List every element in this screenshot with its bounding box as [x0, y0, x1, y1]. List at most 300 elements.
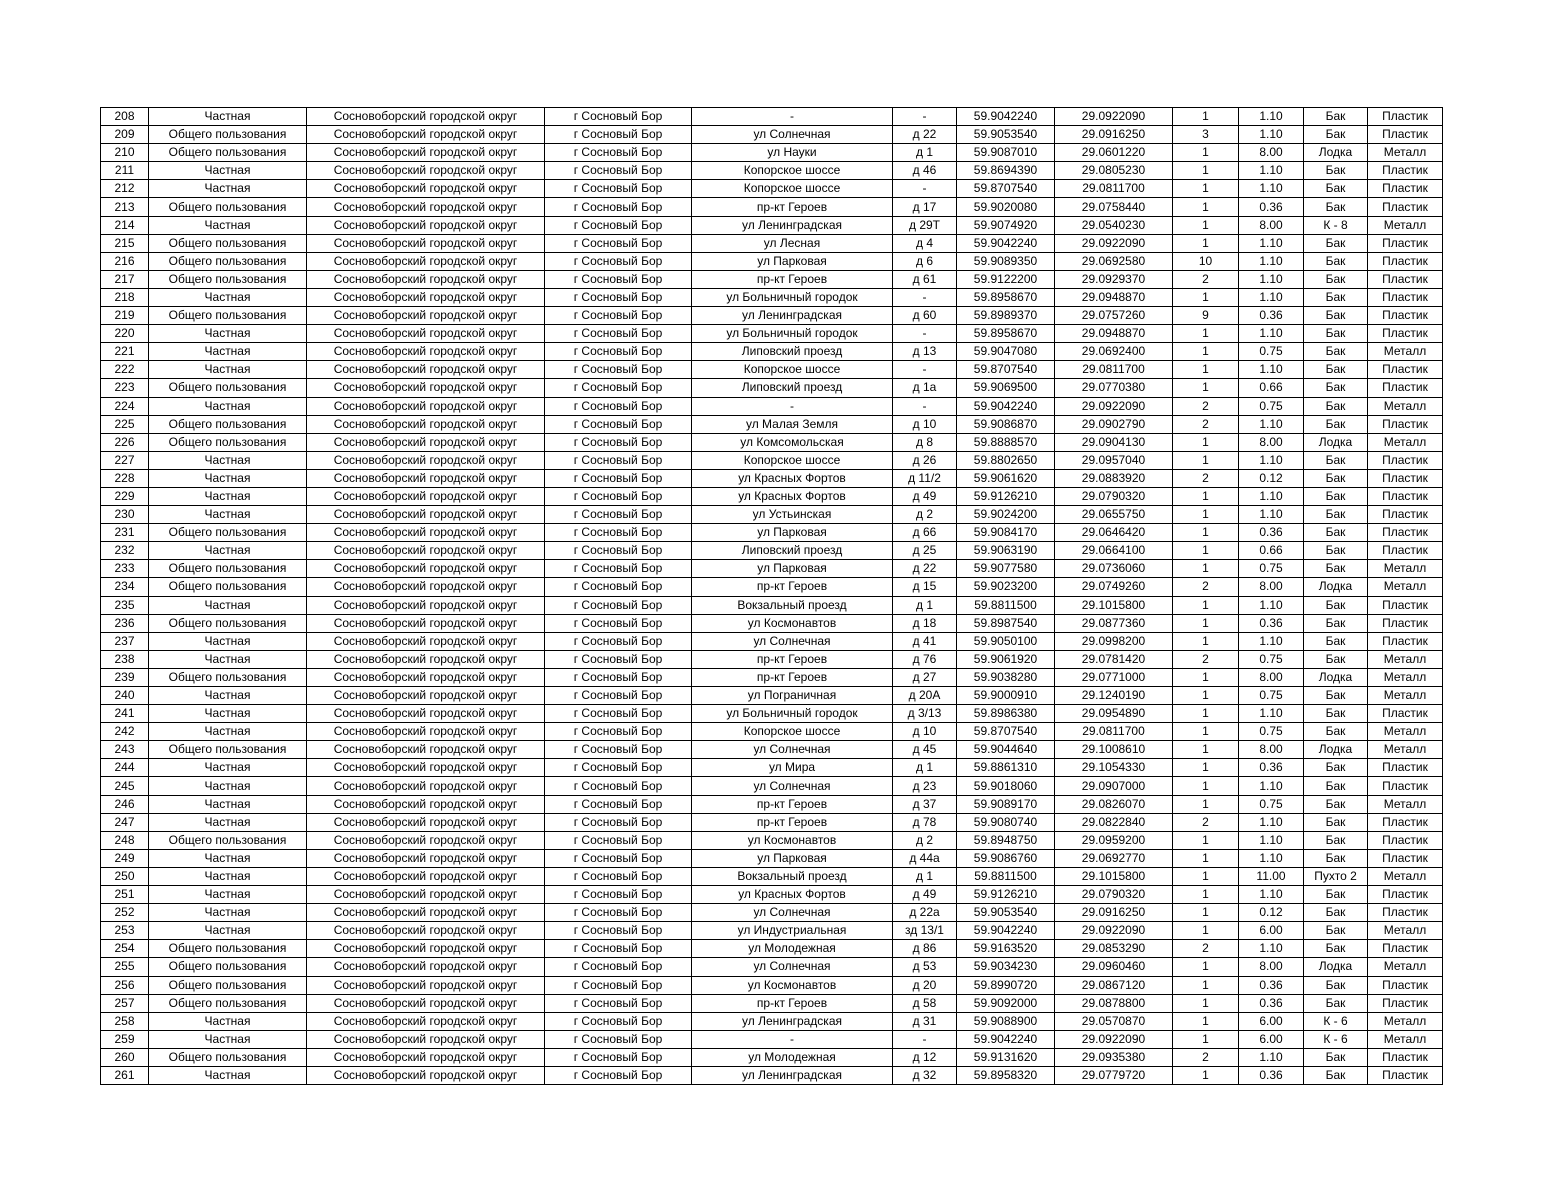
row-number-cell: 225: [101, 415, 149, 433]
municipality-cell: Сосновоборский городской округ: [307, 451, 545, 469]
latitude-cell: 59.9047080: [957, 343, 1055, 361]
longitude-cell: 29.0959200: [1055, 831, 1173, 849]
street-cell: ул Ленинградская: [692, 1066, 893, 1084]
table-row: [101, 343, 1443, 361]
table-row: [101, 922, 1443, 940]
table-row: [101, 397, 1443, 415]
volume-cell: 8.00: [1239, 144, 1304, 162]
container-type-cell: Бак: [1304, 108, 1368, 126]
table-row: [101, 741, 1443, 759]
container-count-cell: 1: [1173, 144, 1239, 162]
volume-cell: 0.66: [1239, 379, 1304, 397]
ownership-type-cell: Частная: [149, 361, 307, 379]
table-row: [101, 813, 1443, 831]
material-cell: Пластик: [1368, 198, 1443, 216]
table-row: [101, 705, 1443, 723]
table-row: [101, 777, 1443, 795]
settlement-cell: г Сосновый Бор: [545, 216, 692, 234]
material-cell: Металл: [1368, 867, 1443, 885]
container-type-cell: Бак: [1304, 325, 1368, 343]
house-cell: д 17: [893, 198, 957, 216]
ownership-type-cell: Общего пользования: [149, 1048, 307, 1066]
municipality-cell: Сосновоборский городской округ: [307, 867, 545, 885]
settlement-cell: г Сосновый Бор: [545, 379, 692, 397]
container-count-cell: 1: [1173, 216, 1239, 234]
row-number-cell: 240: [101, 687, 149, 705]
material-cell: Металл: [1368, 687, 1443, 705]
longitude-cell: 29.0916250: [1055, 904, 1173, 922]
municipality-cell: Сосновоборский городской округ: [307, 506, 545, 524]
settlement-cell: г Сосновый Бор: [545, 270, 692, 288]
container-count-cell: 1: [1173, 777, 1239, 795]
table-row: [101, 307, 1443, 325]
material-cell: Пластик: [1368, 1066, 1443, 1084]
container-count-cell: 1: [1173, 994, 1239, 1012]
street-cell: ул Солнечная: [692, 741, 893, 759]
longitude-cell: 29.0601220: [1055, 144, 1173, 162]
ownership-type-cell: Общего пользования: [149, 831, 307, 849]
material-cell: Пластик: [1368, 234, 1443, 252]
municipality-cell: Сосновоборский городской округ: [307, 379, 545, 397]
container-count-cell: 2: [1173, 1048, 1239, 1066]
container-count-cell: 1: [1173, 596, 1239, 614]
settlement-cell: г Сосновый Бор: [545, 958, 692, 976]
container-type-cell: Лодка: [1304, 958, 1368, 976]
table-row: [101, 252, 1443, 270]
street-cell: ул Парковая: [692, 252, 893, 270]
municipality-cell: Сосновоборский городской округ: [307, 994, 545, 1012]
material-cell: Пластик: [1368, 904, 1443, 922]
ownership-type-cell: Частная: [149, 1012, 307, 1030]
table-row: [101, 831, 1443, 849]
municipality-cell: Сосновоборский городской округ: [307, 668, 545, 686]
material-cell: Пластик: [1368, 270, 1443, 288]
longitude-cell: 29.1008610: [1055, 741, 1173, 759]
ownership-type-cell: Общего пользования: [149, 126, 307, 144]
volume-cell: 0.75: [1239, 560, 1304, 578]
row-number-cell: 222: [101, 361, 149, 379]
material-cell: Пластик: [1368, 705, 1443, 723]
container-count-cell: 10: [1173, 252, 1239, 270]
volume-cell: 0.36: [1239, 759, 1304, 777]
table-row: [101, 288, 1443, 306]
latitude-cell: 59.9000910: [957, 687, 1055, 705]
material-cell: Пластик: [1368, 180, 1443, 198]
table-row: [101, 849, 1443, 867]
volume-cell: 6.00: [1239, 1030, 1304, 1048]
table-row: [101, 886, 1443, 904]
material-cell: Пластик: [1368, 614, 1443, 632]
settlement-cell: г Сосновый Бор: [545, 361, 692, 379]
row-number-cell: 252: [101, 904, 149, 922]
longitude-cell: 29.0922090: [1055, 397, 1173, 415]
material-cell: Металл: [1368, 216, 1443, 234]
row-number-cell: 213: [101, 198, 149, 216]
house-cell: -: [893, 325, 957, 343]
street-cell: ул Солнечная: [692, 904, 893, 922]
street-cell: пр-кт Героев: [692, 668, 893, 686]
latitude-cell: 59.9126210: [957, 886, 1055, 904]
table-row: [101, 650, 1443, 668]
container-count-cell: 1: [1173, 560, 1239, 578]
longitude-cell: 29.0811700: [1055, 361, 1173, 379]
container-count-cell: 1: [1173, 180, 1239, 198]
volume-cell: 1.10: [1239, 180, 1304, 198]
municipality-cell: Сосновоборский городской округ: [307, 487, 545, 505]
volume-cell: 1.10: [1239, 813, 1304, 831]
material-cell: Пластик: [1368, 361, 1443, 379]
latitude-cell: 59.9131620: [957, 1048, 1055, 1066]
latitude-cell: 59.9018060: [957, 777, 1055, 795]
house-cell: д 1: [893, 596, 957, 614]
longitude-cell: 29.0916250: [1055, 126, 1173, 144]
municipality-cell: Сосновоборский городской округ: [307, 759, 545, 777]
street-cell: Копорское шоссе: [692, 162, 893, 180]
street-cell: ул Больничный городок: [692, 325, 893, 343]
house-cell: д 6: [893, 252, 957, 270]
house-cell: -: [893, 180, 957, 198]
row-number-cell: 217: [101, 270, 149, 288]
municipality-cell: Сосновоборский городской округ: [307, 433, 545, 451]
container-type-cell: Бак: [1304, 343, 1368, 361]
container-type-cell: Бак: [1304, 904, 1368, 922]
ownership-type-cell: Общего пользования: [149, 234, 307, 252]
container-count-cell: 1: [1173, 886, 1239, 904]
latitude-cell: 59.9080740: [957, 813, 1055, 831]
container-type-cell: Бак: [1304, 705, 1368, 723]
volume-cell: 6.00: [1239, 1012, 1304, 1030]
container-type-cell: Лодка: [1304, 433, 1368, 451]
street-cell: пр-кт Героев: [692, 198, 893, 216]
container-type-cell: К - 8: [1304, 216, 1368, 234]
latitude-cell: 59.9074920: [957, 216, 1055, 234]
table-row: [101, 632, 1443, 650]
ownership-type-cell: Частная: [149, 469, 307, 487]
longitude-cell: 29.1015800: [1055, 596, 1173, 614]
latitude-cell: 59.9042240: [957, 234, 1055, 252]
row-number-cell: 219: [101, 307, 149, 325]
house-cell: д 10: [893, 415, 957, 433]
row-number-cell: 228: [101, 469, 149, 487]
house-cell: д 49: [893, 886, 957, 904]
container-count-cell: 1: [1173, 958, 1239, 976]
ownership-type-cell: Частная: [149, 813, 307, 831]
latitude-cell: 59.8707540: [957, 361, 1055, 379]
municipality-cell: Сосновоборский городской округ: [307, 1066, 545, 1084]
container-count-cell: 2: [1173, 940, 1239, 958]
street-cell: пр-кт Героев: [692, 795, 893, 813]
ownership-type-cell: Частная: [149, 687, 307, 705]
volume-cell: 1.10: [1239, 234, 1304, 252]
latitude-cell: 59.8986380: [957, 705, 1055, 723]
latitude-cell: 59.9087010: [957, 144, 1055, 162]
table-row: [101, 1012, 1443, 1030]
material-cell: Пластик: [1368, 777, 1443, 795]
settlement-cell: г Сосновый Бор: [545, 994, 692, 1012]
container-type-cell: Бак: [1304, 487, 1368, 505]
ownership-type-cell: Частная: [149, 325, 307, 343]
container-type-cell: Бак: [1304, 415, 1368, 433]
street-cell: ул Солнечная: [692, 126, 893, 144]
longitude-cell: 29.0692580: [1055, 252, 1173, 270]
material-cell: Металл: [1368, 560, 1443, 578]
table-row: [101, 759, 1443, 777]
container-count-cell: 1: [1173, 506, 1239, 524]
latitude-cell: 59.8802650: [957, 451, 1055, 469]
settlement-cell: г Сосновый Бор: [545, 1012, 692, 1030]
settlement-cell: г Сосновый Бор: [545, 307, 692, 325]
ownership-type-cell: Общего пользования: [149, 379, 307, 397]
row-number-cell: 243: [101, 741, 149, 759]
house-cell: -: [893, 108, 957, 126]
street-cell: -: [692, 108, 893, 126]
latitude-cell: 59.9034230: [957, 958, 1055, 976]
container-count-cell: 1: [1173, 705, 1239, 723]
municipality-cell: Сосновоборский городской округ: [307, 252, 545, 270]
table-row: [101, 940, 1443, 958]
material-cell: Пластик: [1368, 759, 1443, 777]
volume-cell: 0.36: [1239, 976, 1304, 994]
table-row: [101, 668, 1443, 686]
street-cell: Вокзальный проезд: [692, 867, 893, 885]
settlement-cell: г Сосновый Бор: [545, 144, 692, 162]
container-count-cell: 1: [1173, 433, 1239, 451]
volume-cell: 1.10: [1239, 777, 1304, 795]
volume-cell: 0.75: [1239, 650, 1304, 668]
street-cell: Вокзальный проезд: [692, 596, 893, 614]
longitude-cell: 29.0781420: [1055, 650, 1173, 668]
longitude-cell: 29.0922090: [1055, 922, 1173, 940]
house-cell: д 18: [893, 614, 957, 632]
municipality-cell: Сосновоборский городской округ: [307, 469, 545, 487]
house-cell: д 10: [893, 723, 957, 741]
latitude-cell: 59.8811500: [957, 596, 1055, 614]
container-count-cell: 2: [1173, 270, 1239, 288]
longitude-cell: 29.1015800: [1055, 867, 1173, 885]
settlement-cell: г Сосновый Бор: [545, 831, 692, 849]
row-number-cell: 214: [101, 216, 149, 234]
container-type-cell: Бак: [1304, 723, 1368, 741]
container-type-cell: Лодка: [1304, 668, 1368, 686]
container-count-cell: 1: [1173, 687, 1239, 705]
table-row: [101, 867, 1443, 885]
container-type-cell: Бак: [1304, 596, 1368, 614]
volume-cell: 1.10: [1239, 451, 1304, 469]
row-number-cell: 256: [101, 976, 149, 994]
row-number-cell: 238: [101, 650, 149, 668]
settlement-cell: г Сосновый Бор: [545, 469, 692, 487]
volume-cell: 1.10: [1239, 705, 1304, 723]
settlement-cell: г Сосновый Бор: [545, 451, 692, 469]
settlement-cell: г Сосновый Бор: [545, 777, 692, 795]
row-number-cell: 234: [101, 578, 149, 596]
table-row: [101, 216, 1443, 234]
house-cell: д 86: [893, 940, 957, 958]
municipality-cell: Сосновоборский городской округ: [307, 940, 545, 958]
longitude-cell: 29.0935380: [1055, 1048, 1173, 1066]
container-count-cell: 1: [1173, 198, 1239, 216]
row-number-cell: 230: [101, 506, 149, 524]
latitude-cell: 59.9122200: [957, 270, 1055, 288]
volume-cell: 0.75: [1239, 687, 1304, 705]
street-cell: ул Комсомольская: [692, 433, 893, 451]
volume-cell: 0.12: [1239, 904, 1304, 922]
municipality-cell: Сосновоборский городской округ: [307, 126, 545, 144]
volume-cell: 1.10: [1239, 270, 1304, 288]
settlement-cell: г Сосновый Бор: [545, 795, 692, 813]
ownership-type-cell: Общего пользования: [149, 940, 307, 958]
container-type-cell: Бак: [1304, 994, 1368, 1012]
volume-cell: 0.36: [1239, 1066, 1304, 1084]
material-cell: Пластик: [1368, 162, 1443, 180]
house-cell: д 22: [893, 560, 957, 578]
street-cell: ул Мира: [692, 759, 893, 777]
house-cell: д 29Т: [893, 216, 957, 234]
longitude-cell: 29.0904130: [1055, 433, 1173, 451]
municipality-cell: Сосновоборский городской округ: [307, 795, 545, 813]
street-cell: ул Солнечная: [692, 632, 893, 650]
table-row: [101, 542, 1443, 560]
container-count-cell: 1: [1173, 379, 1239, 397]
container-type-cell: Бак: [1304, 560, 1368, 578]
municipality-cell: Сосновоборский городской округ: [307, 650, 545, 668]
longitude-cell: 29.0540230: [1055, 216, 1173, 234]
ownership-type-cell: Общего пользования: [149, 668, 307, 686]
ownership-type-cell: Общего пользования: [149, 433, 307, 451]
container-type-cell: Бак: [1304, 162, 1368, 180]
latitude-cell: 59.8707540: [957, 723, 1055, 741]
container-count-cell: 1: [1173, 343, 1239, 361]
house-cell: д 46: [893, 162, 957, 180]
material-cell: Пластик: [1368, 325, 1443, 343]
municipality-cell: Сосновоборский городской округ: [307, 270, 545, 288]
longitude-cell: 29.0811700: [1055, 180, 1173, 198]
ownership-type-cell: Общего пользования: [149, 958, 307, 976]
street-cell: -: [692, 1030, 893, 1048]
material-cell: Пластик: [1368, 994, 1443, 1012]
material-cell: Металл: [1368, 433, 1443, 451]
row-number-cell: 247: [101, 813, 149, 831]
house-cell: д 15: [893, 578, 957, 596]
material-cell: Пластик: [1368, 976, 1443, 994]
table-row: [101, 976, 1443, 994]
latitude-cell: 59.9089350: [957, 252, 1055, 270]
ownership-type-cell: Общего пользования: [149, 270, 307, 288]
settlement-cell: г Сосновый Бор: [545, 108, 692, 126]
house-cell: д 1: [893, 144, 957, 162]
container-type-cell: Бак: [1304, 976, 1368, 994]
street-cell: пр-кт Героев: [692, 578, 893, 596]
volume-cell: 1.10: [1239, 632, 1304, 650]
container-count-cell: 1: [1173, 723, 1239, 741]
house-cell: д 20: [893, 976, 957, 994]
container-type-cell: Бак: [1304, 1066, 1368, 1084]
container-count-cell: 1: [1173, 632, 1239, 650]
house-cell: д 31: [893, 1012, 957, 1030]
material-cell: Металл: [1368, 1030, 1443, 1048]
municipality-cell: Сосновоборский городской округ: [307, 1012, 545, 1030]
longitude-cell: 29.0954890: [1055, 705, 1173, 723]
container-count-cell: 1: [1173, 325, 1239, 343]
settlement-cell: г Сосновый Бор: [545, 741, 692, 759]
table-row: [101, 234, 1443, 252]
settlement-cell: г Сосновый Бор: [545, 632, 692, 650]
longitude-cell: 29.0770380: [1055, 379, 1173, 397]
longitude-cell: 29.0998200: [1055, 632, 1173, 650]
ownership-type-cell: Частная: [149, 596, 307, 614]
street-cell: ул Красных Фортов: [692, 886, 893, 904]
container-count-cell: 1: [1173, 1066, 1239, 1084]
row-number-cell: 245: [101, 777, 149, 795]
row-number-cell: 236: [101, 614, 149, 632]
ownership-type-cell: Общего пользования: [149, 198, 307, 216]
container-count-cell: 1: [1173, 487, 1239, 505]
material-cell: Металл: [1368, 144, 1443, 162]
house-cell: д 25: [893, 542, 957, 560]
container-count-cell: 1: [1173, 867, 1239, 885]
material-cell: Пластик: [1368, 596, 1443, 614]
settlement-cell: г Сосновый Бор: [545, 886, 692, 904]
municipality-cell: Сосновоборский городской округ: [307, 813, 545, 831]
settlement-cell: г Сосновый Бор: [545, 433, 692, 451]
house-cell: д 3/13: [893, 705, 957, 723]
street-cell: пр-кт Героев: [692, 813, 893, 831]
table-row: [101, 451, 1443, 469]
material-cell: Пластик: [1368, 1048, 1443, 1066]
house-cell: д 22: [893, 126, 957, 144]
container-count-cell: 1: [1173, 524, 1239, 542]
ownership-type-cell: Частная: [149, 886, 307, 904]
street-cell: Липовский проезд: [692, 379, 893, 397]
container-type-cell: Лодка: [1304, 741, 1368, 759]
municipality-cell: Сосновоборский городской округ: [307, 687, 545, 705]
longitude-cell: 29.0822840: [1055, 813, 1173, 831]
house-cell: д 1: [893, 867, 957, 885]
table-row: [101, 596, 1443, 614]
material-cell: Пластик: [1368, 831, 1443, 849]
latitude-cell: 59.8989370: [957, 307, 1055, 325]
container-type-cell: К - 6: [1304, 1030, 1368, 1048]
longitude-cell: 29.0570870: [1055, 1012, 1173, 1030]
container-count-cell: 2: [1173, 415, 1239, 433]
latitude-cell: 59.8958670: [957, 288, 1055, 306]
latitude-cell: 59.9020080: [957, 198, 1055, 216]
table-row: [101, 687, 1443, 705]
row-number-cell: 235: [101, 596, 149, 614]
settlement-cell: г Сосновый Бор: [545, 506, 692, 524]
latitude-cell: 59.9088900: [957, 1012, 1055, 1030]
latitude-cell: 59.9163520: [957, 940, 1055, 958]
ownership-type-cell: Частная: [149, 108, 307, 126]
container-count-cell: 1: [1173, 741, 1239, 759]
municipality-cell: Сосновоборский городской округ: [307, 922, 545, 940]
container-count-cell: 9: [1173, 307, 1239, 325]
container-type-cell: Бак: [1304, 849, 1368, 867]
longitude-cell: 29.0922090: [1055, 1030, 1173, 1048]
house-cell: д 32: [893, 1066, 957, 1084]
house-cell: д 58: [893, 994, 957, 1012]
settlement-cell: г Сосновый Бор: [545, 542, 692, 560]
settlement-cell: г Сосновый Бор: [545, 198, 692, 216]
latitude-cell: 59.8990720: [957, 976, 1055, 994]
ownership-type-cell: Частная: [149, 705, 307, 723]
ownership-type-cell: Частная: [149, 1066, 307, 1084]
street-cell: Копорское шоссе: [692, 723, 893, 741]
material-cell: Пластик: [1368, 451, 1443, 469]
settlement-cell: г Сосновый Бор: [545, 234, 692, 252]
longitude-cell: 29.0790320: [1055, 886, 1173, 904]
longitude-cell: 29.0811700: [1055, 723, 1173, 741]
